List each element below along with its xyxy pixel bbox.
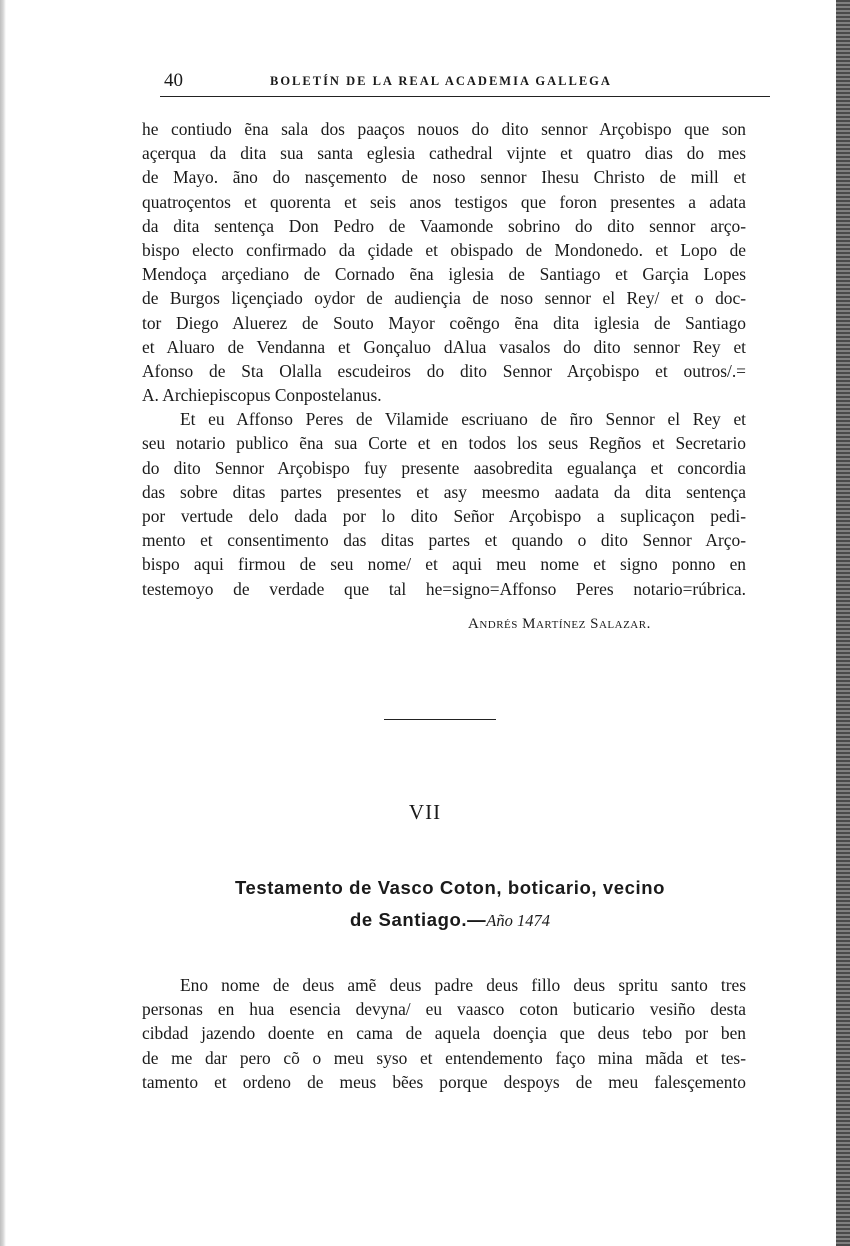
text-line: personas en hua esencia devyna/ eu vaasco coton buticario vesiño desta: [142, 999, 746, 1020]
main-text-block: [142, 117, 746, 601]
text-line: seu notario publico ẽna sua Corte et en todos los seus Regños et Secretario: [142, 433, 746, 454]
text-line: da dita sentença Don Pedro de Vaamonde sobrino do dito sennor arço-: [142, 215, 746, 236]
text-line: das sobre ditas partes presentes et asy meesmo aadata da dita sentença: [142, 481, 746, 502]
page-edge-left: [0, 0, 6, 1246]
text-line: he contiudo ẽna sala dos paaços nouos do dito sennor Arçobispo que son: [142, 119, 746, 139]
second-text-block: [142, 973, 746, 1094]
text-line: quatroçentos et quorenta et seis anos testigos que foron presentes a adata: [142, 191, 746, 212]
text-line: tor Diego Aluerez de Souto Mayor coẽngo ẽna dita iglesia de Santiago: [142, 312, 746, 333]
text-line: et Aluaro de Vendanna et Gonçaluo dAlua vasalos do dito sennor Rey et: [142, 336, 746, 357]
author-signature: Andrés Martínez Salazar.: [468, 616, 651, 632]
journal-title: BOLETÍN DE LA REAL ACADEMIA GALLEGA: [270, 74, 612, 88]
text-line: por vertude delo dada por lo dito Señor Arçobispo a suplicaçon pedi-: [142, 506, 746, 526]
text-line: A. Archiepiscopus Conpostelanus.: [142, 385, 382, 406]
section-divider: [384, 719, 496, 720]
page-edge-right: [836, 0, 850, 1246]
text-line: Et eu Affonso Peres de Vilamide escriuano de ñro Sennor el Rey et: [180, 409, 746, 430]
text-line: mento et consentimento das ditas partes et quando o dito Sennor Arço-: [142, 530, 746, 551]
text-line: Afonso de Sta Olalla escudeiros do dito Sennor Arçobispo et outros/.=: [142, 360, 746, 381]
text-line: de Burgos liçençiado oydor de audiençia de noso sennor el Rey/ et o doc-: [142, 288, 746, 309]
title-place: de Santiago.—: [349, 909, 487, 930]
text-line: Eno nome de deus amẽ deus padre deus fillo deus spritu santo tres: [180, 975, 746, 995]
text-line: Mendoça arçediano de Cornado ẽna iglesia de Santiago et Garçia Lopes: [142, 264, 746, 285]
section-number: VII: [408, 800, 442, 824]
text-line: de Mayo. ãno do nasçemento de noso sennor Ihesu Christo de mill et: [142, 167, 746, 188]
text-line: de me dar pero cõ o meu syso et entendemento faço mina mãda et tes-: [142, 1047, 746, 1068]
text-line: cibdad jazendo doente en cama de aquela doençia que deus tebo por ben: [142, 1023, 746, 1044]
text-line: bispo aqui firmou de seu nome/ et aqui meu nome et signo ponno en: [142, 554, 746, 575]
text-line: tamento et ordeno de meus bẽes porque despoys de meu falesçemento: [142, 1071, 746, 1092]
text-line: testemoyo de verdade que tal he=signo=Affonso Peres notario=rúbrica.: [142, 578, 746, 599]
document-title: [160, 872, 740, 937]
text-line: bispo electo confirmado da çidade et obispado de Mondonedo. et Lopo de: [142, 239, 746, 260]
running-header: [160, 70, 770, 97]
text-line: do dito Sennor Arçobispo fuy presente aasobredita egualança et concordia: [142, 457, 746, 478]
title-year: Año 1474: [486, 911, 550, 930]
title-line-2: [160, 904, 740, 937]
title-line-1: Testamento de Vasco Coton, boticario, vecino: [234, 877, 666, 898]
page-number: 40: [164, 70, 183, 91]
text-line: açerqua da dita sua santa eglesia cathedral vijnte et quatro dias do mes: [142, 143, 746, 164]
